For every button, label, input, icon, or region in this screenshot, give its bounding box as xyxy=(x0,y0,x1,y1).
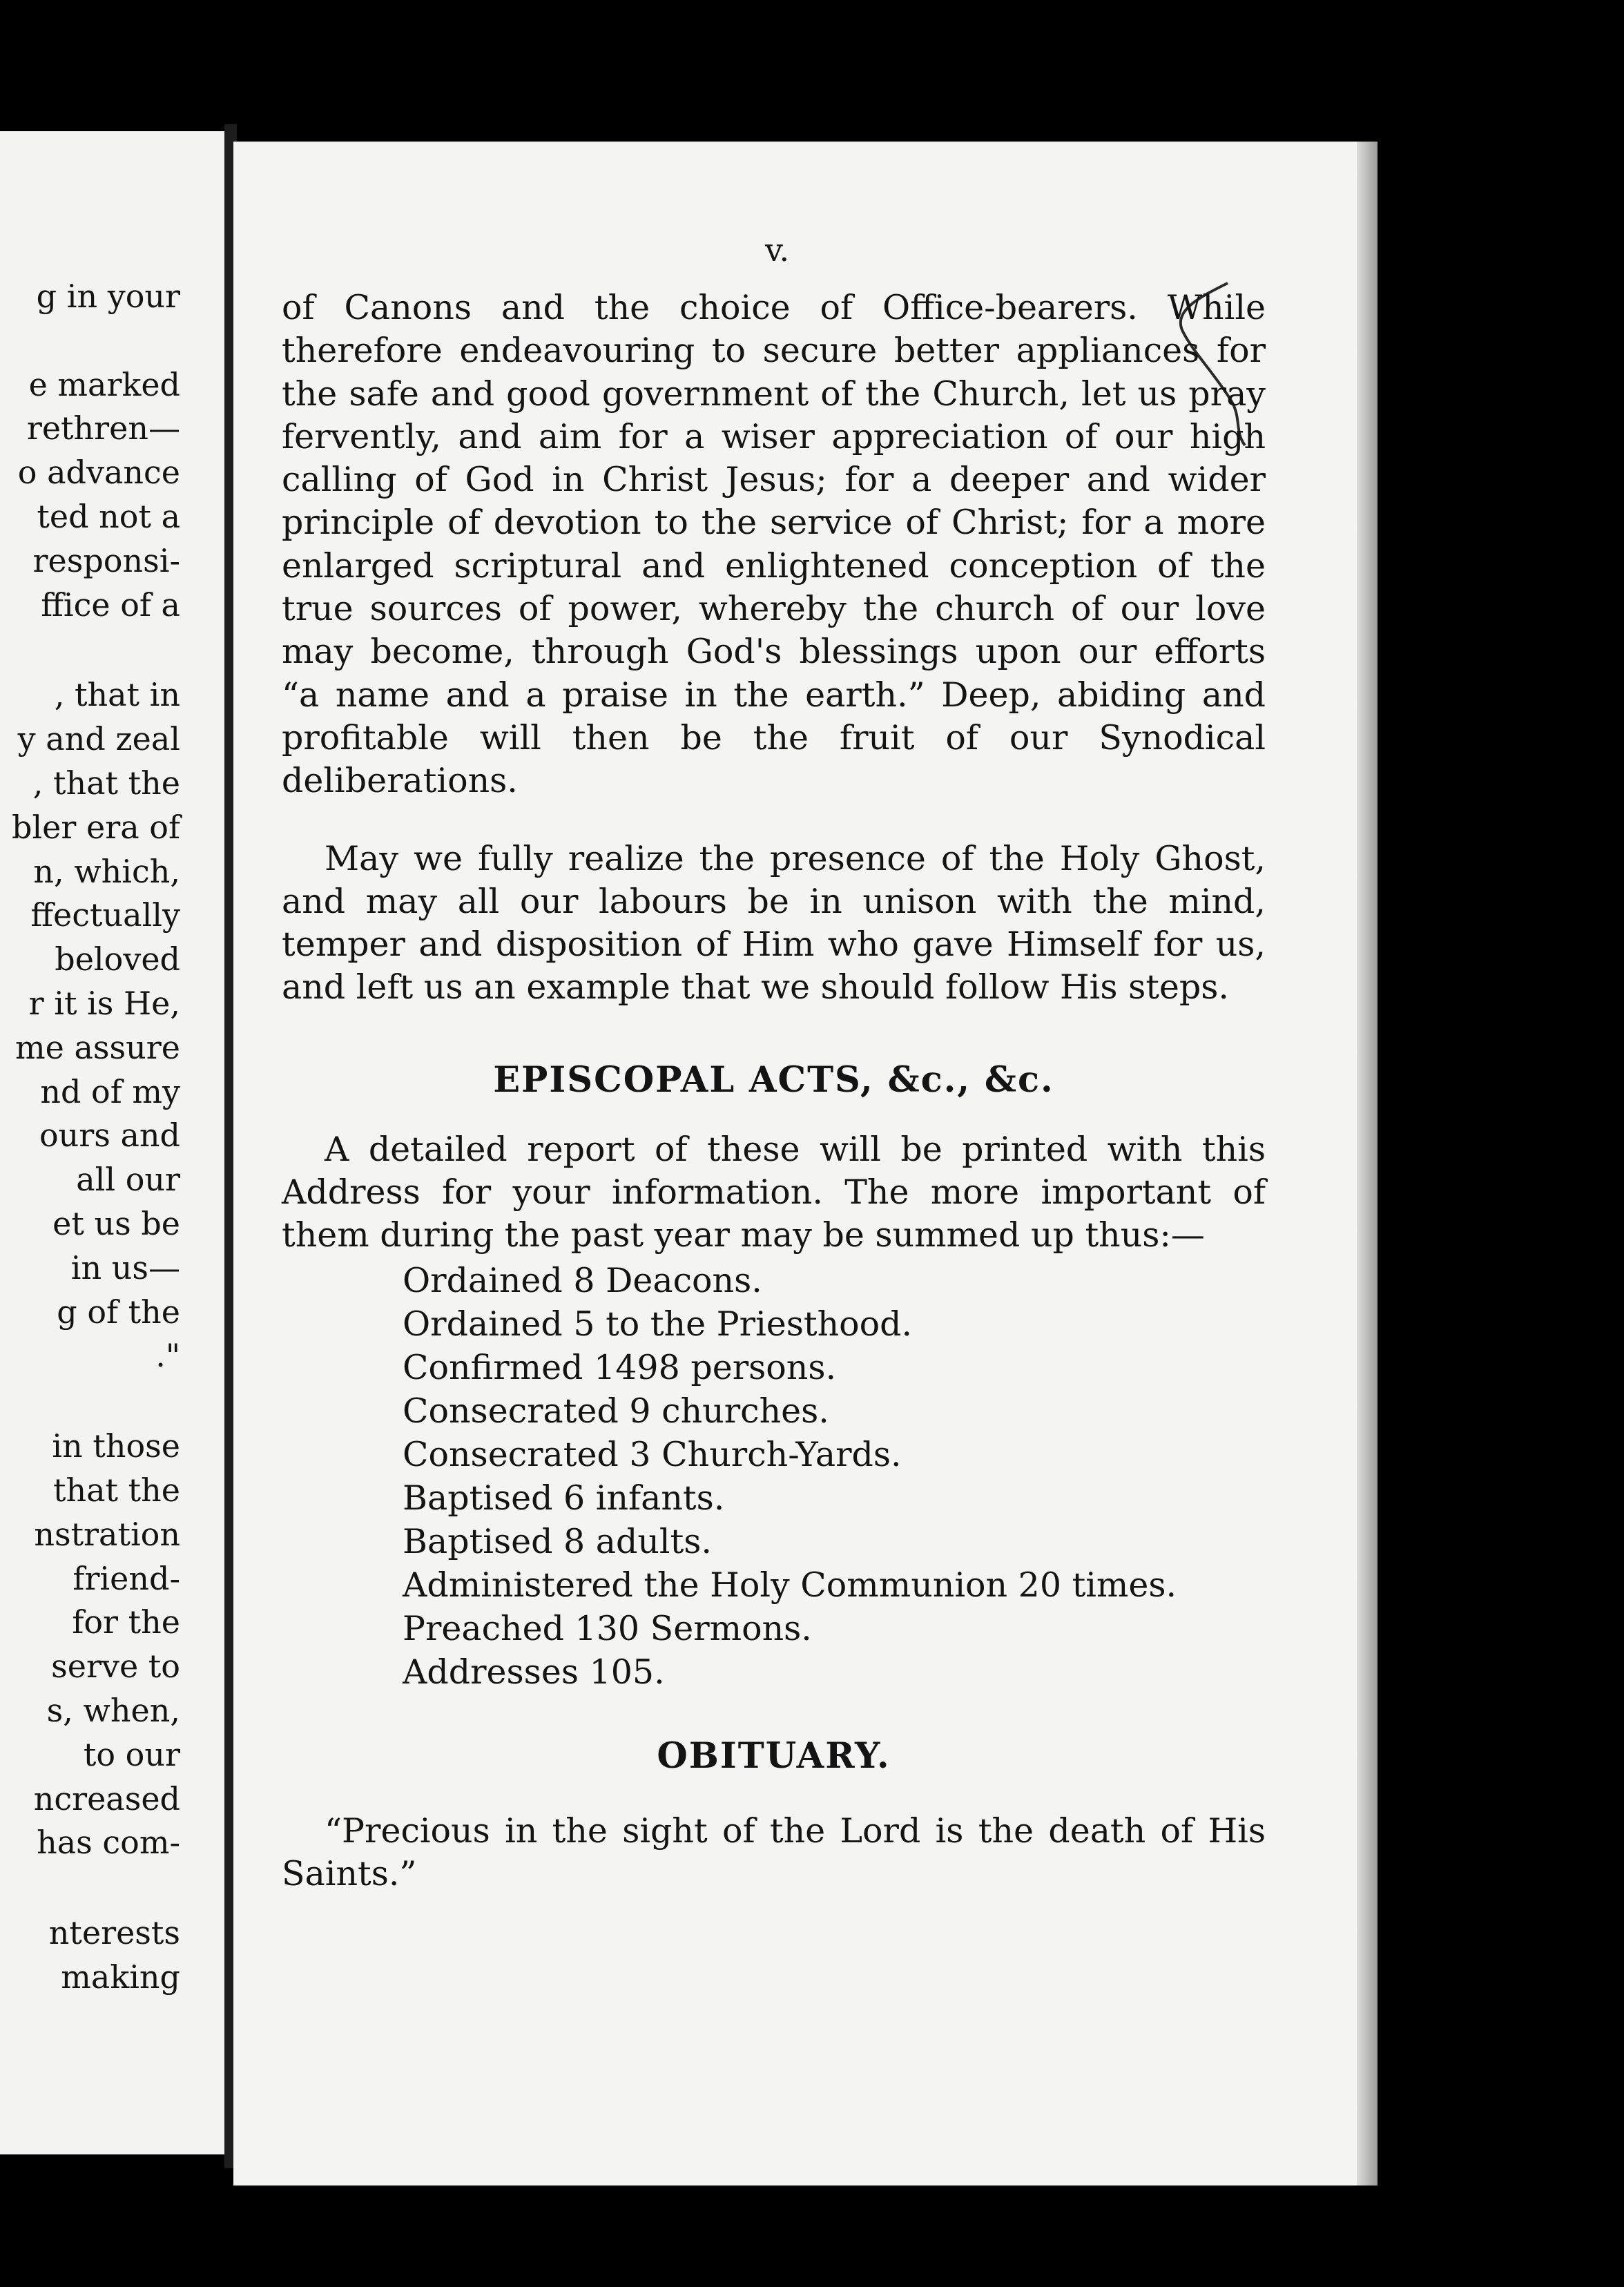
left-page-line: et us be xyxy=(52,1204,180,1242)
left-page xyxy=(0,131,224,2154)
list-item: Addresses 105. xyxy=(403,1652,665,1692)
left-page-line: nd of my xyxy=(40,1072,180,1110)
left-page-line: o advance xyxy=(17,454,180,492)
left-page-line: g in your xyxy=(36,278,180,315)
left-page-line: making xyxy=(61,1958,180,1996)
heading-obituary: OBITUARY. xyxy=(657,1735,891,1777)
left-page-line: n, which, xyxy=(33,852,180,890)
left-page-line: ." xyxy=(155,1337,180,1375)
left-page-line: e marked xyxy=(28,365,180,403)
paragraph-canons: of Canons and the choice of Office-bearers. While therefore endeavouring to secure better appliances for the safe and good government of the Church, let us pray fervently, and aim for a wiser appreciation of our high calling of God in Christ Jesus; for a deeper and wider principle of devotion to the service of Christ; for a more enlarged scriptural and enlightened conception of the true sources of power, whereby the church of our love may become, through God's blessings upon our efforts “a name and a praise in the earth.” Deep, abiding and profitable will then be the fruit of our Synodical deliberations. xyxy=(282,288,1266,801)
left-page-line: in those xyxy=(52,1427,180,1465)
list-item: Consecrated 9 churches. xyxy=(403,1391,829,1431)
paragraph-obituary-quote: “Precious in the sight of the Lord is the death of His Saints.” xyxy=(282,1811,1266,1893)
left-page-line: nstration xyxy=(34,1515,180,1553)
list-item: Administered the Holy Communion 20 times. xyxy=(403,1565,1177,1605)
list-item: Ordained 5 to the Priesthood. xyxy=(403,1304,913,1344)
list-item: Baptised 8 adults. xyxy=(403,1521,713,1561)
left-page-text xyxy=(0,275,180,2000)
left-page-line: all our xyxy=(76,1161,180,1199)
left-page-line: bler era of xyxy=(12,808,180,846)
left-page-line: to our xyxy=(83,1735,180,1773)
left-page-line: nterests xyxy=(48,1914,180,1952)
left-page-line: responsi- xyxy=(32,541,180,579)
list-item: Confirmed 1498 persons. xyxy=(403,1347,837,1387)
paragraph-report: A detailed report of these will be printed with this Address for your information. The more important of them during the past year may be summed up thus:— xyxy=(282,1129,1266,1255)
left-page-line: that the xyxy=(53,1471,180,1509)
left-page-line: friend- xyxy=(72,1559,180,1597)
page-edge xyxy=(1357,142,1378,2185)
left-page-line: ncreased xyxy=(33,1779,180,1817)
left-page-line: ffice of a xyxy=(41,586,180,624)
left-page-line: has com- xyxy=(37,1824,180,1862)
left-page-line: , that in xyxy=(54,676,180,714)
left-page-line: in us— xyxy=(70,1248,180,1286)
left-page-line: serve to xyxy=(51,1648,180,1686)
main-page xyxy=(233,142,1378,2185)
left-page-line: ted not a xyxy=(37,497,180,535)
left-page-line: for the xyxy=(72,1603,180,1641)
left-page-line: me assure xyxy=(15,1028,180,1066)
left-page-line: beloved xyxy=(55,940,180,978)
left-page-line: ours and xyxy=(39,1117,180,1155)
main-text-block xyxy=(282,287,1266,1895)
episcopal-acts-list xyxy=(282,1259,1266,1694)
left-page-line xyxy=(0,319,180,363)
left-page-line: y and zeal xyxy=(17,720,180,758)
heading-episcopal-acts: EPISCOPAL ACTS, &c., &c. xyxy=(493,1059,1054,1101)
list-item: Consecrated 3 Church-Yards. xyxy=(403,1434,902,1474)
left-page-line: g of the xyxy=(57,1293,180,1331)
list-item: Baptised 6 infants. xyxy=(403,1478,725,1518)
left-page-line: rethren— xyxy=(26,409,180,447)
left-page-line: r it is He, xyxy=(28,984,180,1022)
left-page-line: s, when, xyxy=(46,1691,180,1729)
paragraph-holy-ghost: May we fully realize the presence of the Holy Ghost, and may all our labours be in unison with the mind, temper and disposition of Him who gave Himself for us, and left us an example that we should follow His steps. xyxy=(282,838,1266,1007)
list-item: Ordained 8 Deacons. xyxy=(403,1260,762,1300)
left-page-line: , that the xyxy=(32,764,180,802)
list-item: Preached 130 Sermons. xyxy=(403,1608,812,1648)
page-number: v. xyxy=(765,231,790,269)
left-page-line: ffectually xyxy=(30,896,180,934)
